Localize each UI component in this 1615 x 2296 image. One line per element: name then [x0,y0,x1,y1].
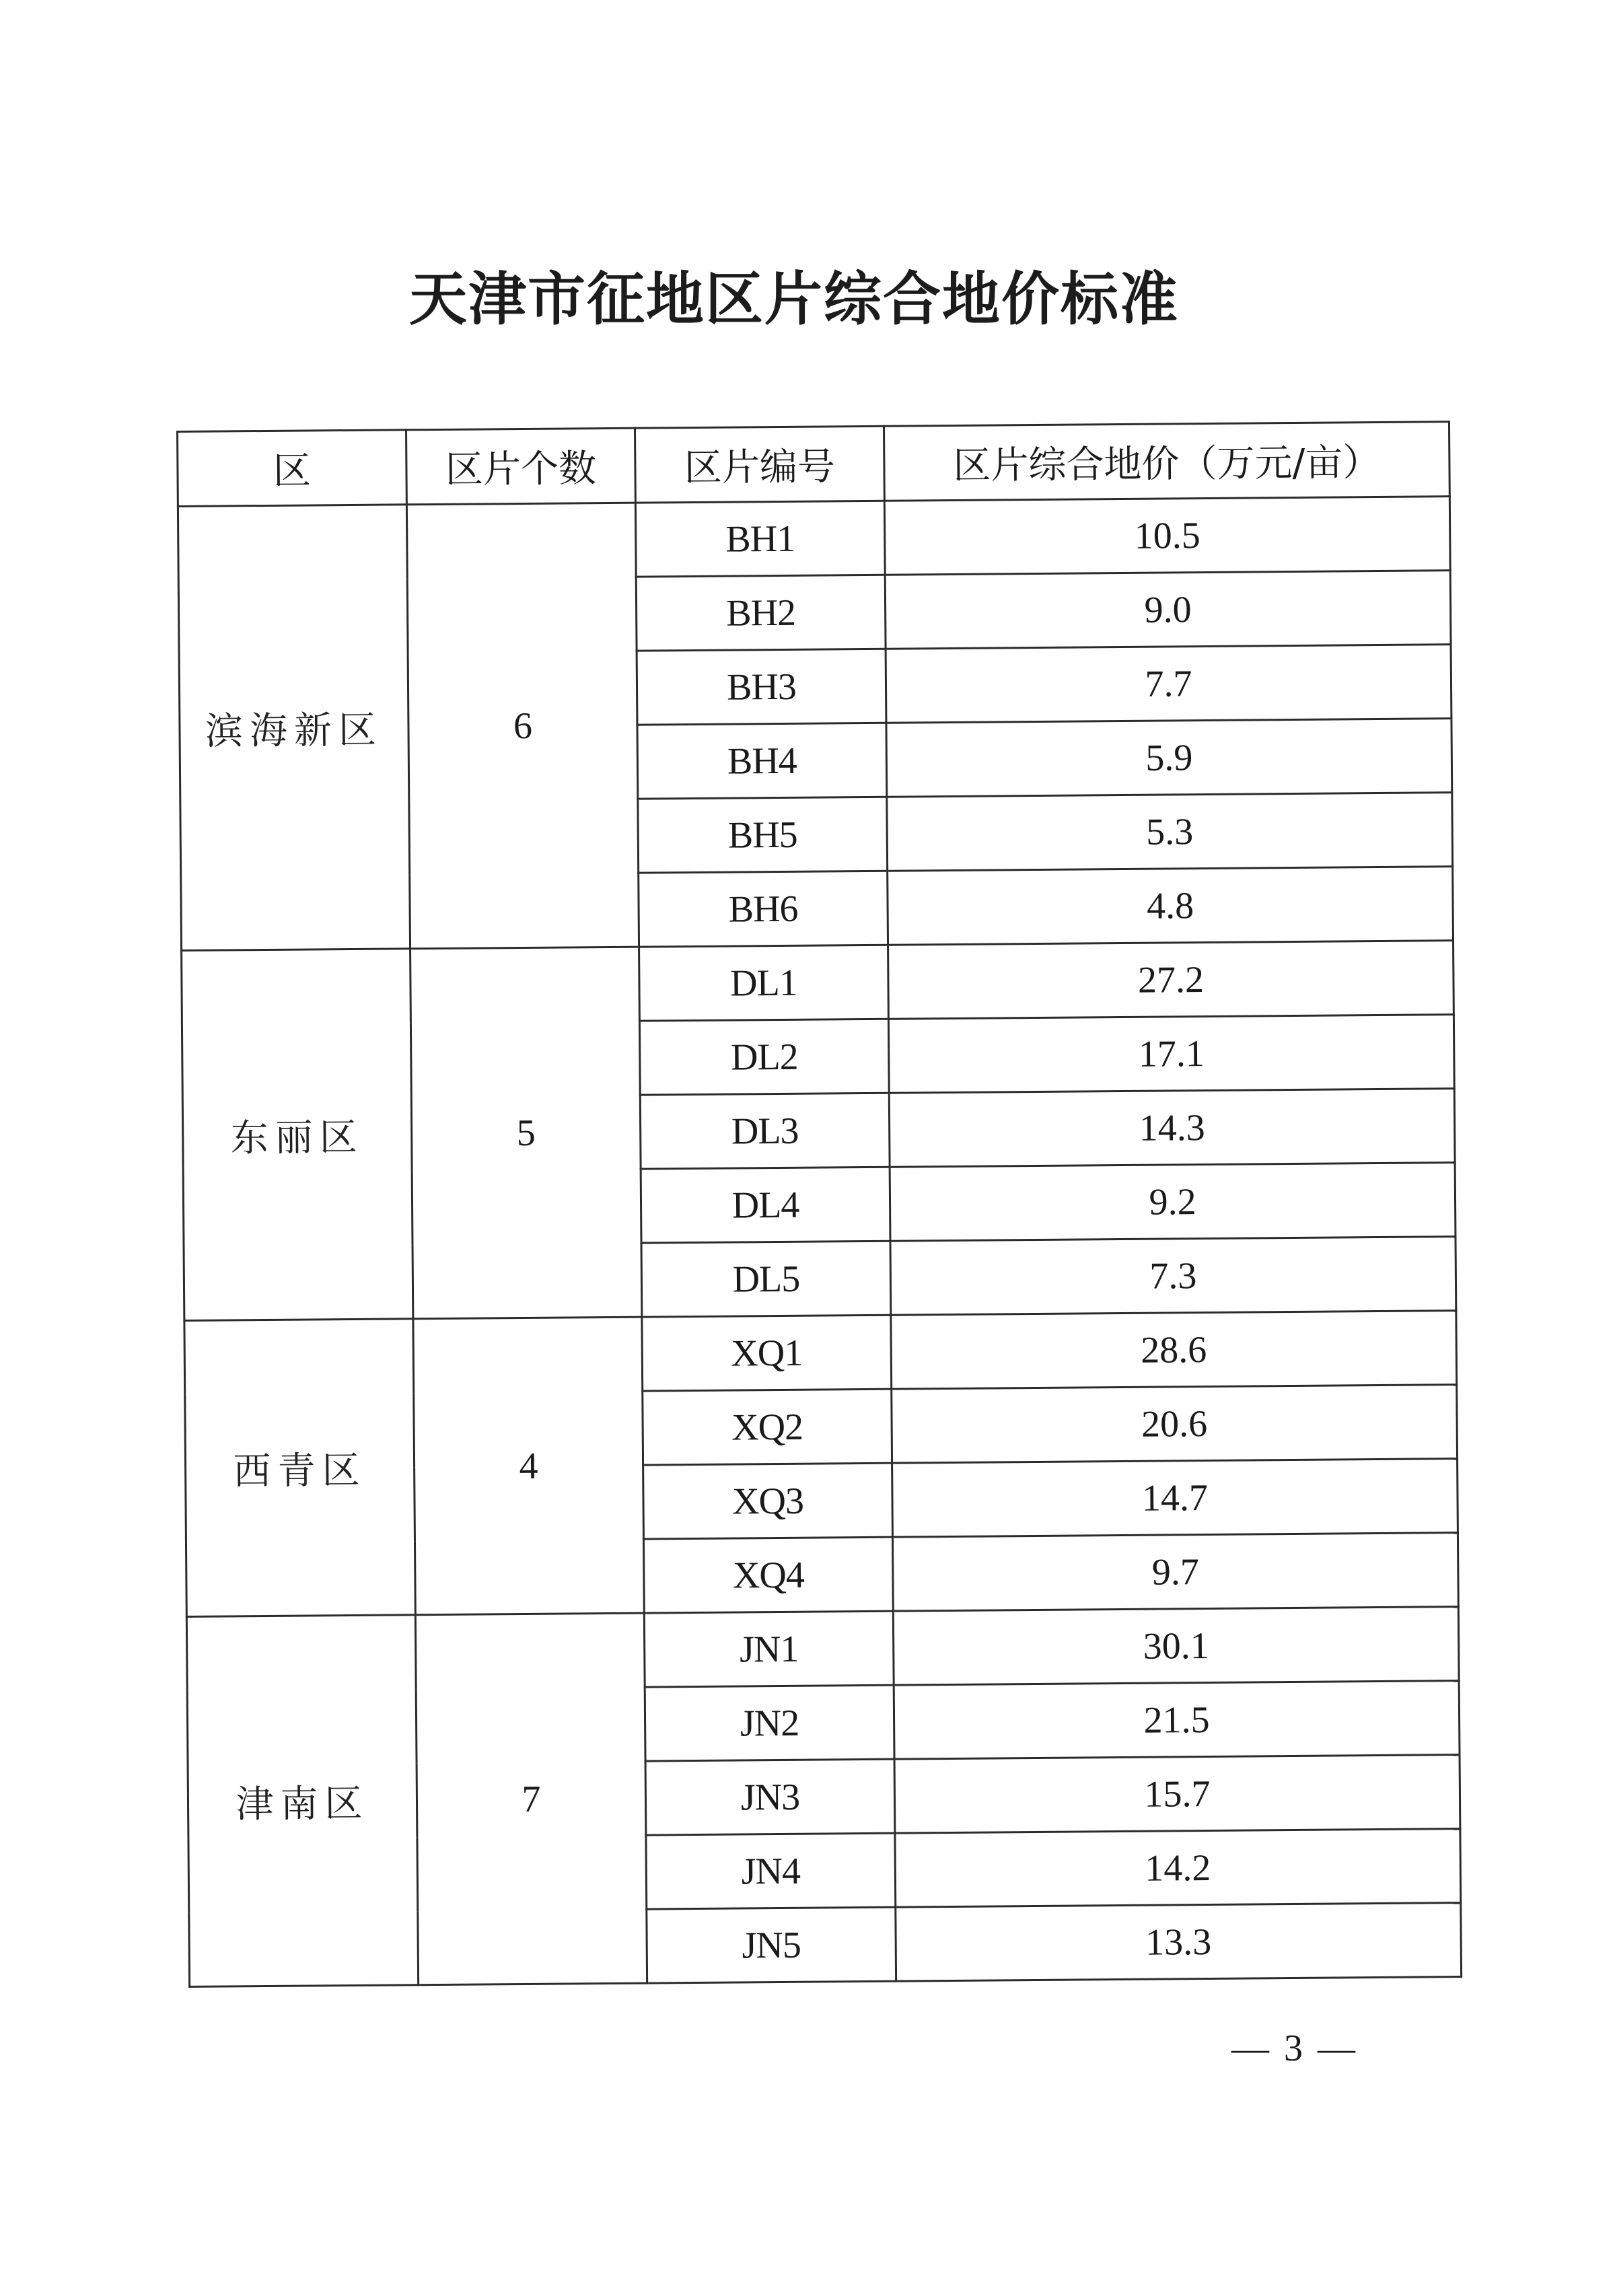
table-header-row [178,422,1450,507]
zone-code: DL4 [641,1167,890,1243]
zone-count: 5 [410,947,642,1319]
zone-price: 9.7 [892,1533,1458,1612]
zone-code: JN5 [647,1907,896,1983]
zone-code: BH6 [639,871,888,947]
header-zone-count: 区片个数 [406,428,636,505]
zone-price: 17.1 [888,1015,1454,1093]
table-row [184,1311,1457,1395]
zone-price: 4.8 [888,867,1454,945]
zone-price: 14.2 [895,1829,1461,1908]
zone-price: 13.3 [896,1903,1462,1982]
zone-price: 10.5 [884,497,1450,575]
zone-price: 14.3 [889,1089,1455,1168]
zone-code: JN1 [644,1611,894,1687]
zone-price: 7.7 [886,645,1451,723]
zone-code: XQ3 [643,1463,893,1539]
zone-code: DL1 [639,945,889,1021]
zone-code: JN4 [646,1833,896,1909]
zone-price: 21.5 [894,1681,1460,1760]
zone-price: 27.2 [888,941,1454,1019]
zone-code: XQ2 [643,1389,892,1465]
page-title-container [404,252,1184,336]
zone-code: BH3 [637,649,886,725]
zone-count: 7 [415,1613,647,1985]
header-district: 区 [178,430,407,507]
district-name: 滨海新区 [178,505,410,951]
district-name: 西青区 [184,1319,415,1617]
district-name: 东丽区 [182,949,413,1321]
zone-count: 4 [413,1317,644,1615]
zone-code: BH5 [638,797,888,873]
land-price-table [176,421,1462,1988]
zone-code: BH4 [637,723,887,799]
zone-code: XQ1 [642,1315,892,1391]
header-zone-code: 区片编号 [635,426,884,503]
zone-price: 20.6 [892,1385,1458,1464]
zone-price: 28.6 [891,1311,1457,1390]
table-row [182,941,1454,1025]
zone-price: 9.0 [885,571,1451,649]
zone-code: BH2 [636,575,886,651]
zone-price: 5.3 [887,793,1453,871]
page-title: 天津市征地区片综合地价标准 [409,266,1179,333]
zone-count: 6 [406,503,639,949]
zone-price: 9.2 [890,1163,1456,1242]
zone-price: 5.9 [886,719,1452,797]
zone-code: DL3 [640,1093,890,1169]
zone-code: JN2 [645,1685,894,1761]
zone-code: BH1 [635,501,885,577]
header-zone-price: 区片综合地价（万元/亩） [884,422,1449,501]
zone-code: DL5 [641,1241,891,1317]
zone-price: 15.7 [894,1755,1460,1834]
zone-price: 7.3 [890,1237,1456,1316]
zone-price: 14.7 [892,1459,1458,1538]
zone-code: JN3 [645,1759,895,1835]
zone-price: 30.1 [893,1607,1459,1686]
zone-code: XQ4 [643,1537,893,1613]
table-row [186,1607,1459,1691]
page-number: — 3 — [1231,2028,1358,2069]
table-row [178,497,1450,581]
zone-code: DL2 [639,1019,889,1095]
district-name: 津南区 [186,1615,418,1987]
